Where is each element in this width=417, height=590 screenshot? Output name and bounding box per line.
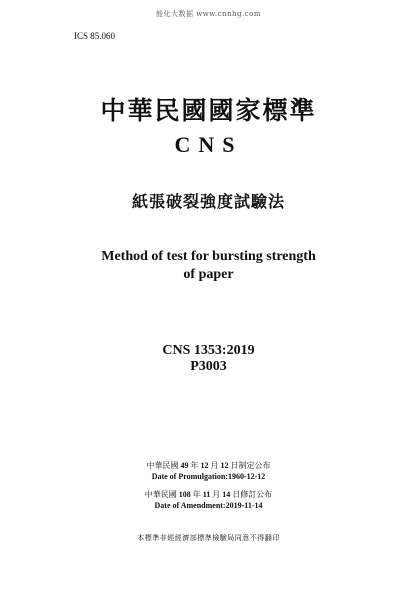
subject-title-chinese: 紙張破裂強度試驗法: [131, 192, 285, 211]
ics-code: ICS 85.060: [74, 31, 116, 41]
standard-number: CNS 1353:2019: [162, 343, 255, 358]
standard-identifier: [0, 343, 417, 375]
standard-code: P3003: [190, 359, 227, 374]
cns-abbreviation: CNS: [174, 132, 243, 157]
amendment-date-chinese: 中華民國 108 年 11 月 14 日修訂公布: [144, 490, 273, 499]
promulgation-date-chinese: 中華民國 49 年 12 月 12 日制定公布: [146, 461, 271, 470]
subject-title-english: [0, 248, 417, 284]
subject-title-english-line1: Method of test for bursting strength: [101, 249, 316, 264]
copyright-notice: 本標準非經經濟部標準檢驗局同意不得翻印: [137, 534, 280, 542]
watermark-text: 能化大数据 www.cnnhg.com: [155, 10, 262, 18]
promulgation-date-english: Date of Promulgation:1960-12-12: [151, 472, 266, 481]
subject-title-english-line2: of paper: [183, 267, 234, 282]
promulgation-date-block: [0, 460, 417, 482]
amendment-date-english: Date of Amendment:2019-11-14: [154, 501, 263, 510]
document-title-chinese: 中華民國國家標準: [100, 96, 317, 125]
amendment-date-block: [0, 489, 417, 511]
